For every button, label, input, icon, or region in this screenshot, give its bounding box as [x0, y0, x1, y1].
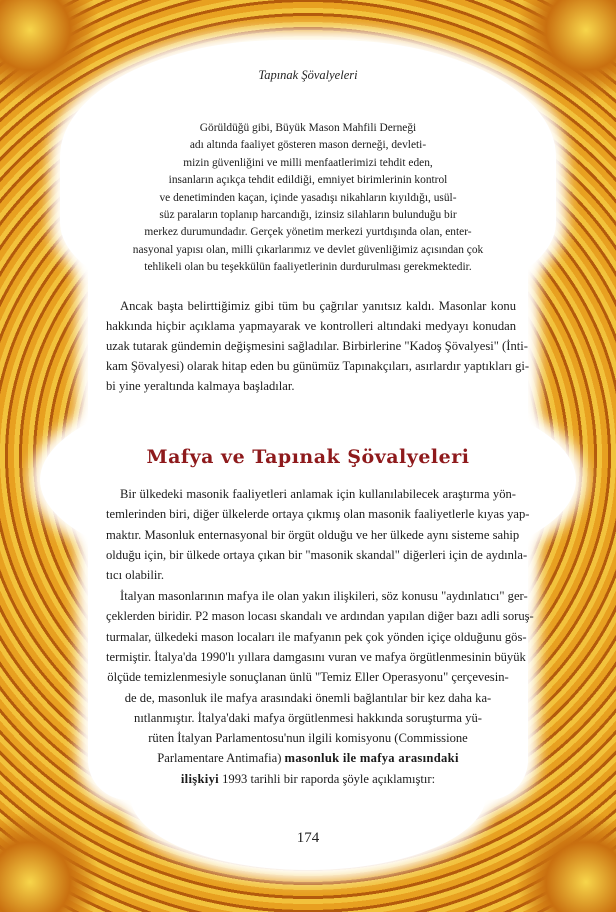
paragraph-line: temlerinden biri, diğer ülkelerde ortaya çıkmış olan masonik faaliyetlerle kıyas yap-	[106, 507, 530, 522]
section-heading: Mafya ve Tapınak Şövalyeleri	[146, 446, 470, 468]
paragraph-line: İtalyan masonlarının mafya ile olan yakın ilişkileri, söz konusu "aydınlatıcı" ger-	[120, 589, 528, 603]
paragraph-line: termiştir. İtalya'da 1990'lı yıllara damgasını vuran ve mafya örgütlenmesinin büyük	[106, 649, 526, 664]
quote-line: mizin güvenliğini ve milli menfaatlerimizi tehdit eden,	[183, 156, 433, 169]
paragraph-line: Ancak başta belirttiğimiz gibi tüm bu çağrılar yanıtsız kaldı. Masonlar konu	[120, 299, 516, 313]
paragraph-line: tıcı olabilir.	[106, 568, 165, 583]
quote-line: tehlikeli olan bu teşekkülün faaliyetlerinin durdurulması gerekmektedir.	[144, 261, 472, 274]
paragraph-line: kam Şövalyesi) olarak hitap eden bu günümüz Tapınakçıları, asırlardır yaptıkları gi-	[106, 359, 530, 373]
text-span: 1993 tarihli bir raporda şöyle açıklamıştır:	[218, 771, 436, 786]
bold-emphasis: ilişkiyi	[180, 771, 219, 786]
page-number: 174	[296, 830, 320, 846]
paragraph-line: turmalar, ülkedeki mason locaları ile mafyanın pek çok yönden içiçe olduğunu gös-	[106, 629, 527, 644]
bold-emphasis: masonluk ile mafya arasındaki	[284, 751, 459, 766]
quote-line: merkez durumundadır. Gerçek yönetim merkezi yurtdışında olan, enter-	[144, 226, 472, 239]
quote-line: insanların açıkça tehdit edildiği, emniyet birimlerinin kontrol	[168, 174, 448, 187]
paragraph-line: maktır. Masonluk enternasyonal bir örgüt olduğu ve her ülkede aynı sisteme sahip	[106, 527, 520, 542]
paragraph-line: hakkında hiçbir açıklama yapmayarak ve kontrolleri altındaki medyayı konudan	[106, 319, 516, 333]
paragraph-line: Bir ülkedeki masonik faaliyetleri anlamak için kullanılabilecek araştırma yön-	[120, 487, 516, 501]
paragraph-line: bi yine yeraltında kalmaya başladılar.	[106, 379, 295, 393]
text-span: Parlamentare Antimafia)	[157, 751, 285, 766]
paragraph-line: nıtlanmıştır. İtalya'daki mafya örgütlenmesi hakkında soruşturma yü-	[134, 710, 482, 725]
paragraph-line	[0, 771, 616, 787]
quote-line: ve denetiminden kaçan, içinde yasadışı nikahların kıyıldığı, usül-	[159, 191, 457, 204]
quote-line: nasyonal yapısı olan, milli çıkarlarımız ve devlet güvenliğimiz açısından çok	[132, 243, 484, 256]
paragraph-line: çeklerden biridir. P2 mason locası skandalı ve ardından yapılan diğer bazı adli soruş-	[106, 609, 534, 624]
paragraph-line: de de, masonluk ile mafya arasındaki önemli bağlantılar bir kez daha ka-	[124, 690, 492, 705]
paragraph-line: uzak tutarak gündemin değişmesini sağladılar. Birbirlerine "Kadoş Şövalyesi" (İnti-	[106, 339, 528, 353]
quote-line: adı altında faaliyet gösteren mason derneği, devleti-	[189, 139, 427, 152]
quote-line: Görüldüğü gibi, Büyük Mason Mahfili Derneği	[199, 122, 417, 134]
running-header: Tapınak Şövalyeleri	[258, 68, 358, 82]
paragraph-line: rüten İtalyan Parlamentosu'nun ilgili komisyonu (Commissione	[148, 731, 468, 746]
paragraph-line: ölçüde temizlenmesiyle sonuçlanan ünlü "Temiz Eller Operasyonu" çerçevesin-	[107, 670, 509, 685]
quote-line: süz paraların toplanıp harcandığı, izinsiz silahların bulunduğu bir	[159, 209, 457, 221]
paragraph-line: olduğu için, bir ülkede ortaya çıkan bir "masonik skandal" diğerleri için de aydınla-	[106, 547, 528, 562]
paragraph-line	[0, 750, 616, 766]
